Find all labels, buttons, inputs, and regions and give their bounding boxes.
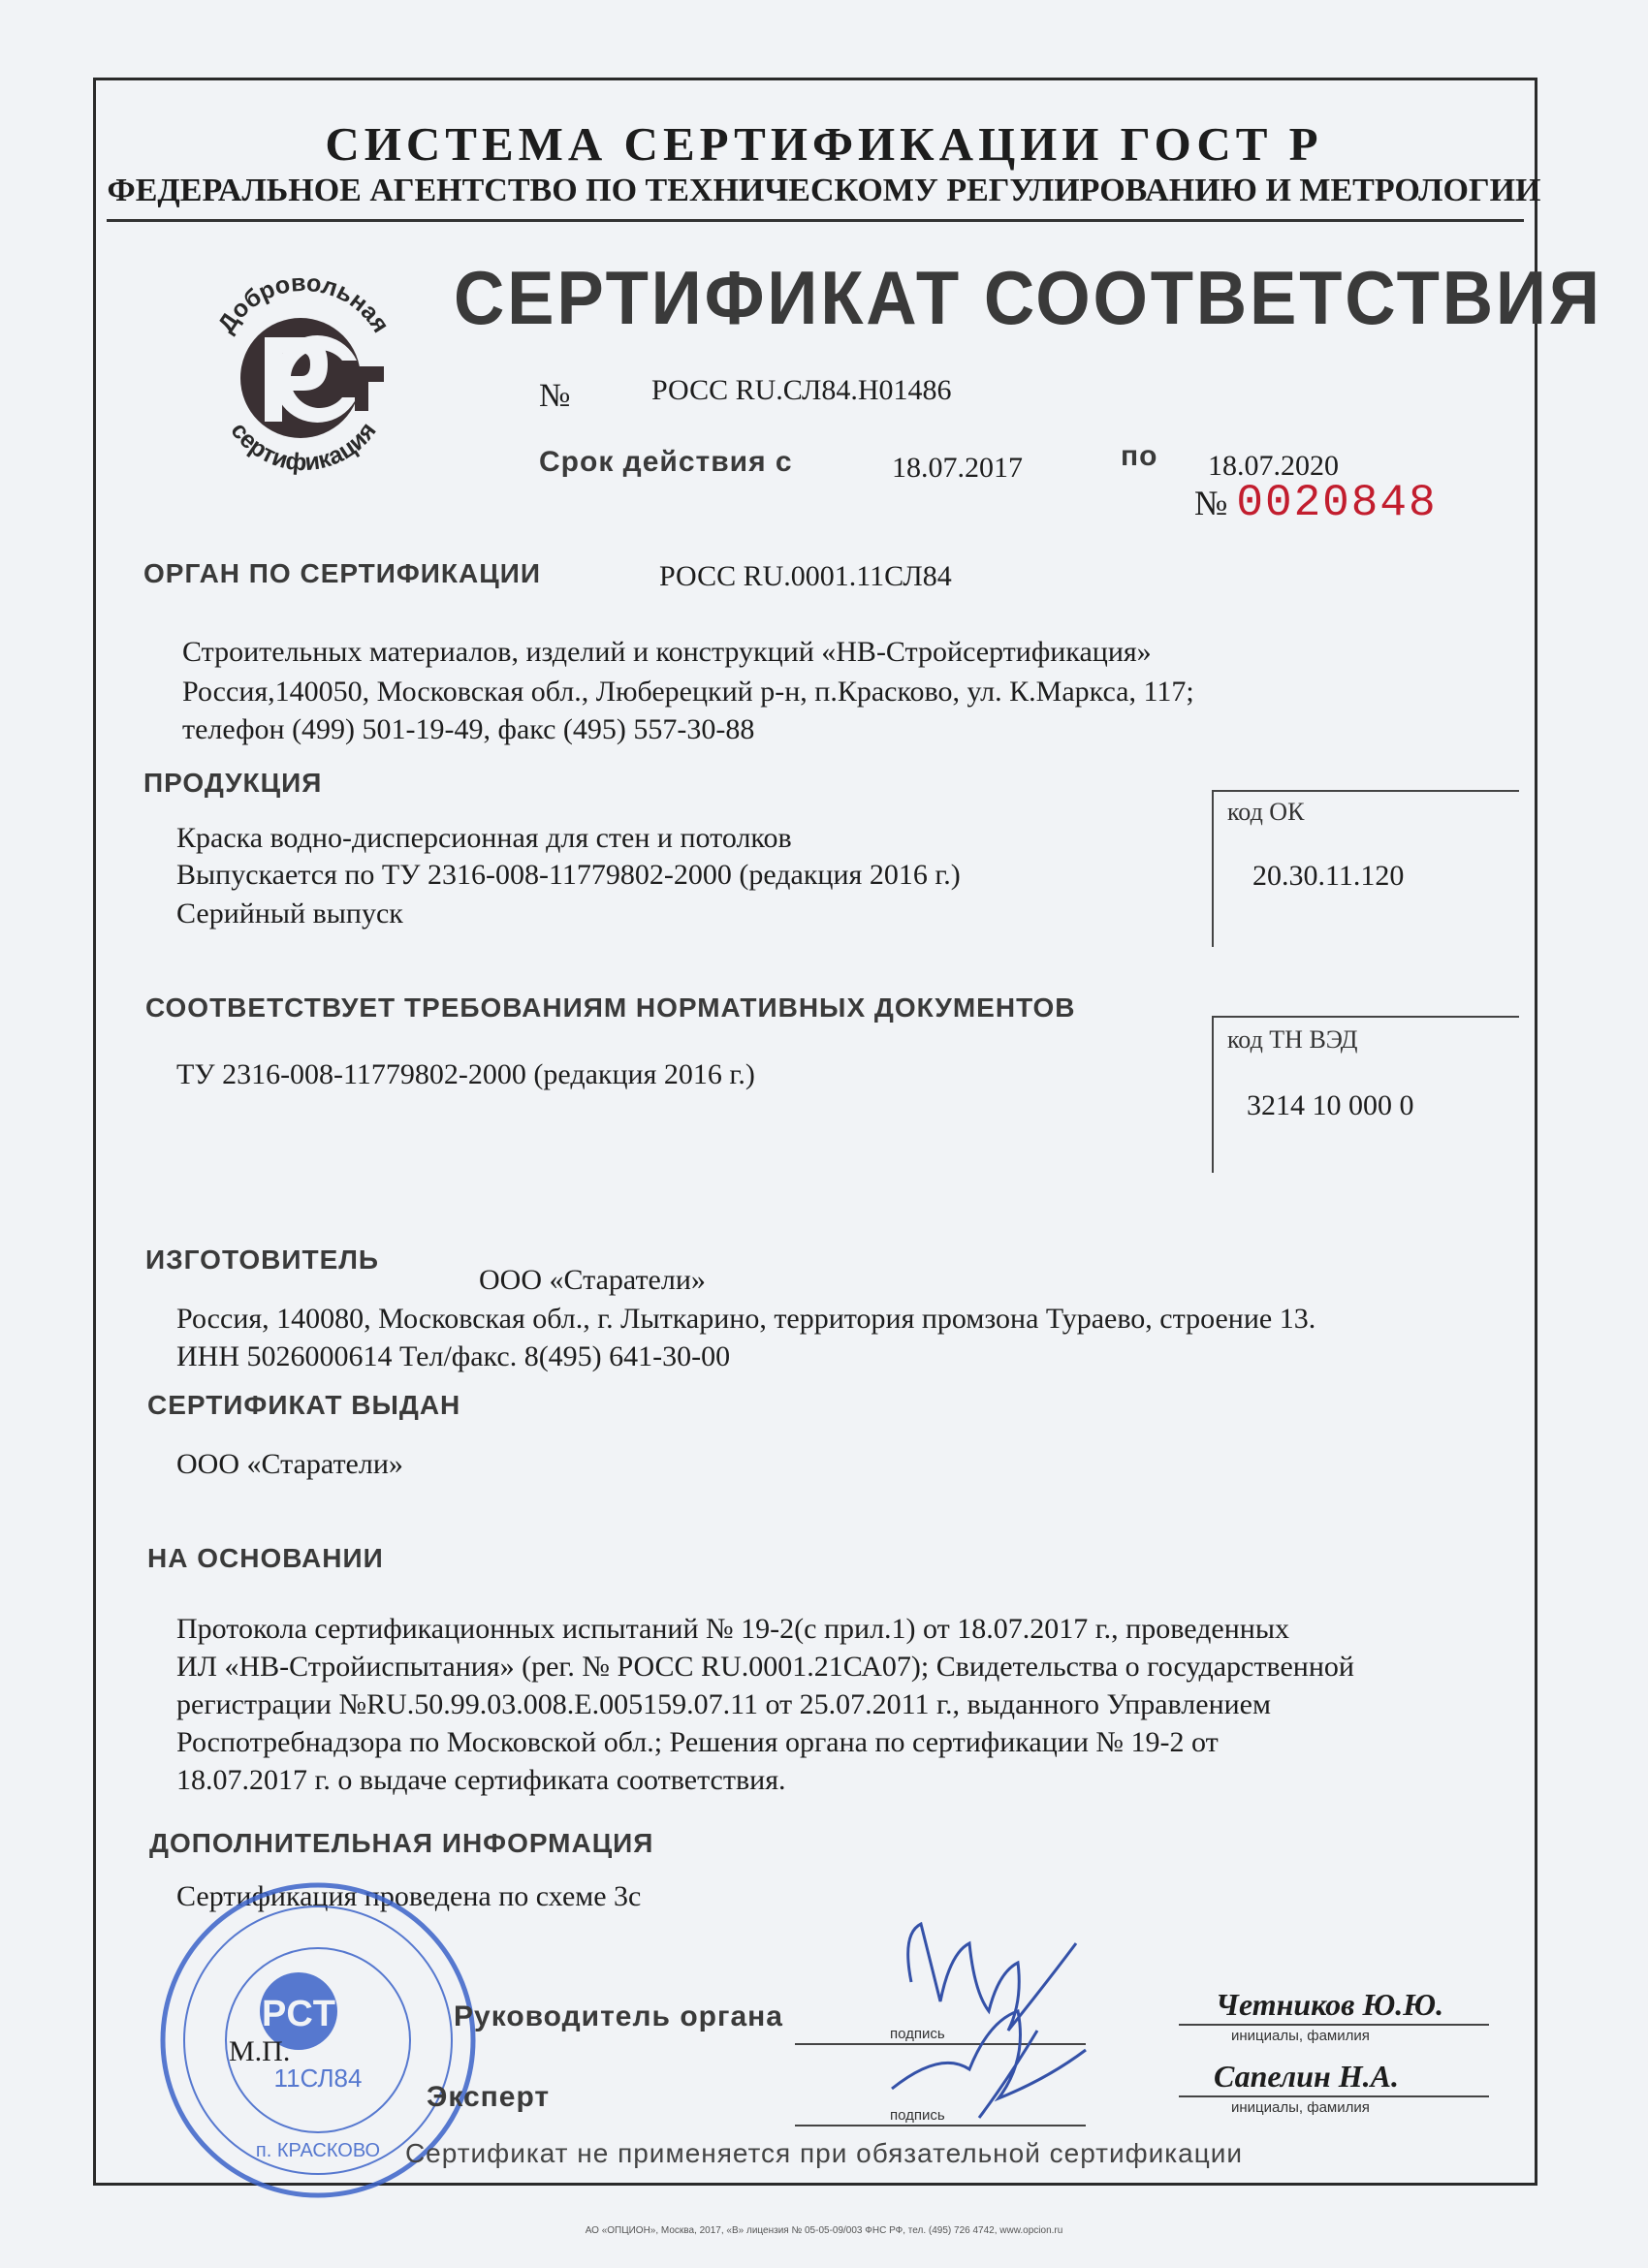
number-label: № <box>539 378 571 414</box>
product-line: Серийный выпуск <box>176 898 403 929</box>
stamp-town: п. КРАСКОВО <box>255 2140 381 2161</box>
basis-line: Протокола сертификационных испытаний № 19-2(с прил.1) от 18.07.2017 г., проведенных <box>176 1613 1289 1645</box>
certification-system-title: СИСТЕМА СЕРТИФИКАЦИИ ГОСТ Р <box>325 117 1323 171</box>
certificate-title: СЕРТИФИКАТ СООТВЕТСТВИЯ <box>454 255 1602 340</box>
additional-info-heading: ДОПОЛНИТЕЛЬНАЯ ИНФОРМАЦИЯ <box>149 1828 654 1858</box>
serial-number: 0020848 <box>1236 478 1438 528</box>
certification-body-code: РОСС RU.0001.11СЛ84 <box>659 560 952 592</box>
expert-initials-caption: инициалы, фамилия <box>1231 2099 1370 2116</box>
issued-to-name: ООО «Старатели» <box>176 1448 403 1480</box>
head-name: Четников Ю.Ю. <box>1216 1987 1444 2022</box>
head-initials-caption: инициалы, фамилия <box>1231 2028 1370 2044</box>
valid-to-label: по <box>1121 440 1158 472</box>
tnved-code-label: код ТН ВЭД <box>1227 1025 1358 1054</box>
head-signature-caption: подпись <box>890 2026 945 2042</box>
serial-label: № <box>1194 484 1228 522</box>
manufacturer-name: ООО «Старатели» <box>479 1264 706 1296</box>
ok-code-label: код ОК <box>1227 798 1305 826</box>
product-line: Выпускается по ТУ 2316-008-11779802-2000 (редакция 2016 г.) <box>176 859 961 891</box>
certification-body-line: Строительных материалов, изделий и конструкций «НВ-Стройсертификация» <box>182 636 1152 668</box>
product-heading: ПРОДУКЦИЯ <box>143 768 323 798</box>
serial-number-block <box>1194 478 1438 528</box>
basis-heading: НА ОСНОВАНИИ <box>147 1543 384 1573</box>
head-of-body-label: Руководитель органа <box>454 2000 783 2032</box>
product-line: Краска водно-дисперсионная для стен и потолков <box>176 822 792 854</box>
conformity-document: ТУ 2316-008-11779802-2000 (редакция 2016 г.) <box>176 1058 755 1090</box>
manufacturer-address: Россия, 140080, Московская обл., г. Лыткарино, территория промзона Тураево, строение 13. <box>176 1303 1316 1335</box>
basis-line: регистрации №RU.50.99.03.008.Е.005159.07.11 от 25.07.2011 г., выданного Управлением <box>176 1688 1271 1720</box>
basis-line: Роспотребнадзора по Московской обл.; Решения органа по сертификации № 19-2 от <box>176 1726 1219 1758</box>
manufacturer-heading: ИЗГОТОВИТЕЛЬ <box>145 1244 380 1275</box>
validity-label: Срок действия с <box>539 446 793 478</box>
expert-label: Эксперт <box>427 2081 551 2113</box>
expert-name-line <box>1179 2095 1489 2097</box>
agency-name: ФЕДЕРАЛЬНОЕ АГЕНТСТВО ПО ТЕХНИЧЕСКОМУ РЕГУЛИРОВАНИЮ И МЕТРОЛОГИИ <box>107 173 1541 208</box>
additional-info-text: Сертификация проведена по схеме 3с <box>176 1880 642 1912</box>
handwritten-signature-icon <box>853 1905 1105 2127</box>
footnote: Сертификат не применяется при обязательной сертификации <box>404 2138 1244 2168</box>
issued-heading: СЕРТИФИКАТ ВЫДАН <box>147 1390 461 1420</box>
conformity-heading: СООТВЕТСТВУЕТ ТРЕБОВАНИЯМ НОРМАТИВНЫХ ДОКУМЕНТОВ <box>145 992 1076 1023</box>
seal-place-label: М.П. <box>229 2035 291 2067</box>
voluntary-certification-logo-icon <box>192 262 415 485</box>
basis-line: ИЛ «НВ-Стройиспытания» (рег. № РОСС RU.0001.21СА07); Свидетельства о государственной <box>176 1651 1354 1683</box>
valid-from-date: 18.07.2017 <box>892 452 1023 484</box>
valid-to-date: 18.07.2020 <box>1208 450 1339 482</box>
certificate-number: РОСС RU.СЛ84.Н01486 <box>651 374 952 406</box>
certification-body-line: Россия,140050, Московская обл., Люберецкий р-н, п.Красково, ул. К.Маркса, 117; <box>182 676 1194 708</box>
ok-code-value: 20.30.11.120 <box>1252 860 1405 892</box>
certification-body-heading: ОРГАН ПО СЕРТИФИКАЦИИ <box>143 558 541 588</box>
manufacturer-contacts: ИНН 5026000614 Тел/факс. 8(495) 641-30-00 <box>176 1340 731 1372</box>
stamp-mark: PCT <box>262 1994 335 2034</box>
tnved-code-box <box>1212 1016 1519 1173</box>
header-divider <box>107 219 1524 222</box>
basis-line: 18.07.2017 г. о выдаче сертификата соответствия. <box>176 1764 786 1796</box>
certification-body-line: телефон (499) 501-19-49, факс (495) 557-30-88 <box>182 713 755 745</box>
head-name-line <box>1179 2024 1489 2026</box>
expert-name: Сапелин Н.А. <box>1214 2059 1399 2094</box>
printer-imprint: АО «ОПЦИОН», Москва, 2017, «В» лицензия № 05-05-09/003 ФНС РФ, тел. (495) 726 4742, www.opcion.ru <box>585 2225 1063 2236</box>
expert-signature-caption: подпись <box>890 2107 945 2124</box>
logo-top-text: Добровольная <box>212 268 395 338</box>
logo-bottom-text: сертификация <box>225 417 382 477</box>
tnved-code-value: 3214 10 000 0 <box>1247 1089 1414 1121</box>
stamp-code: 11СЛ84 <box>273 2063 363 2093</box>
ok-code-box <box>1212 790 1519 947</box>
